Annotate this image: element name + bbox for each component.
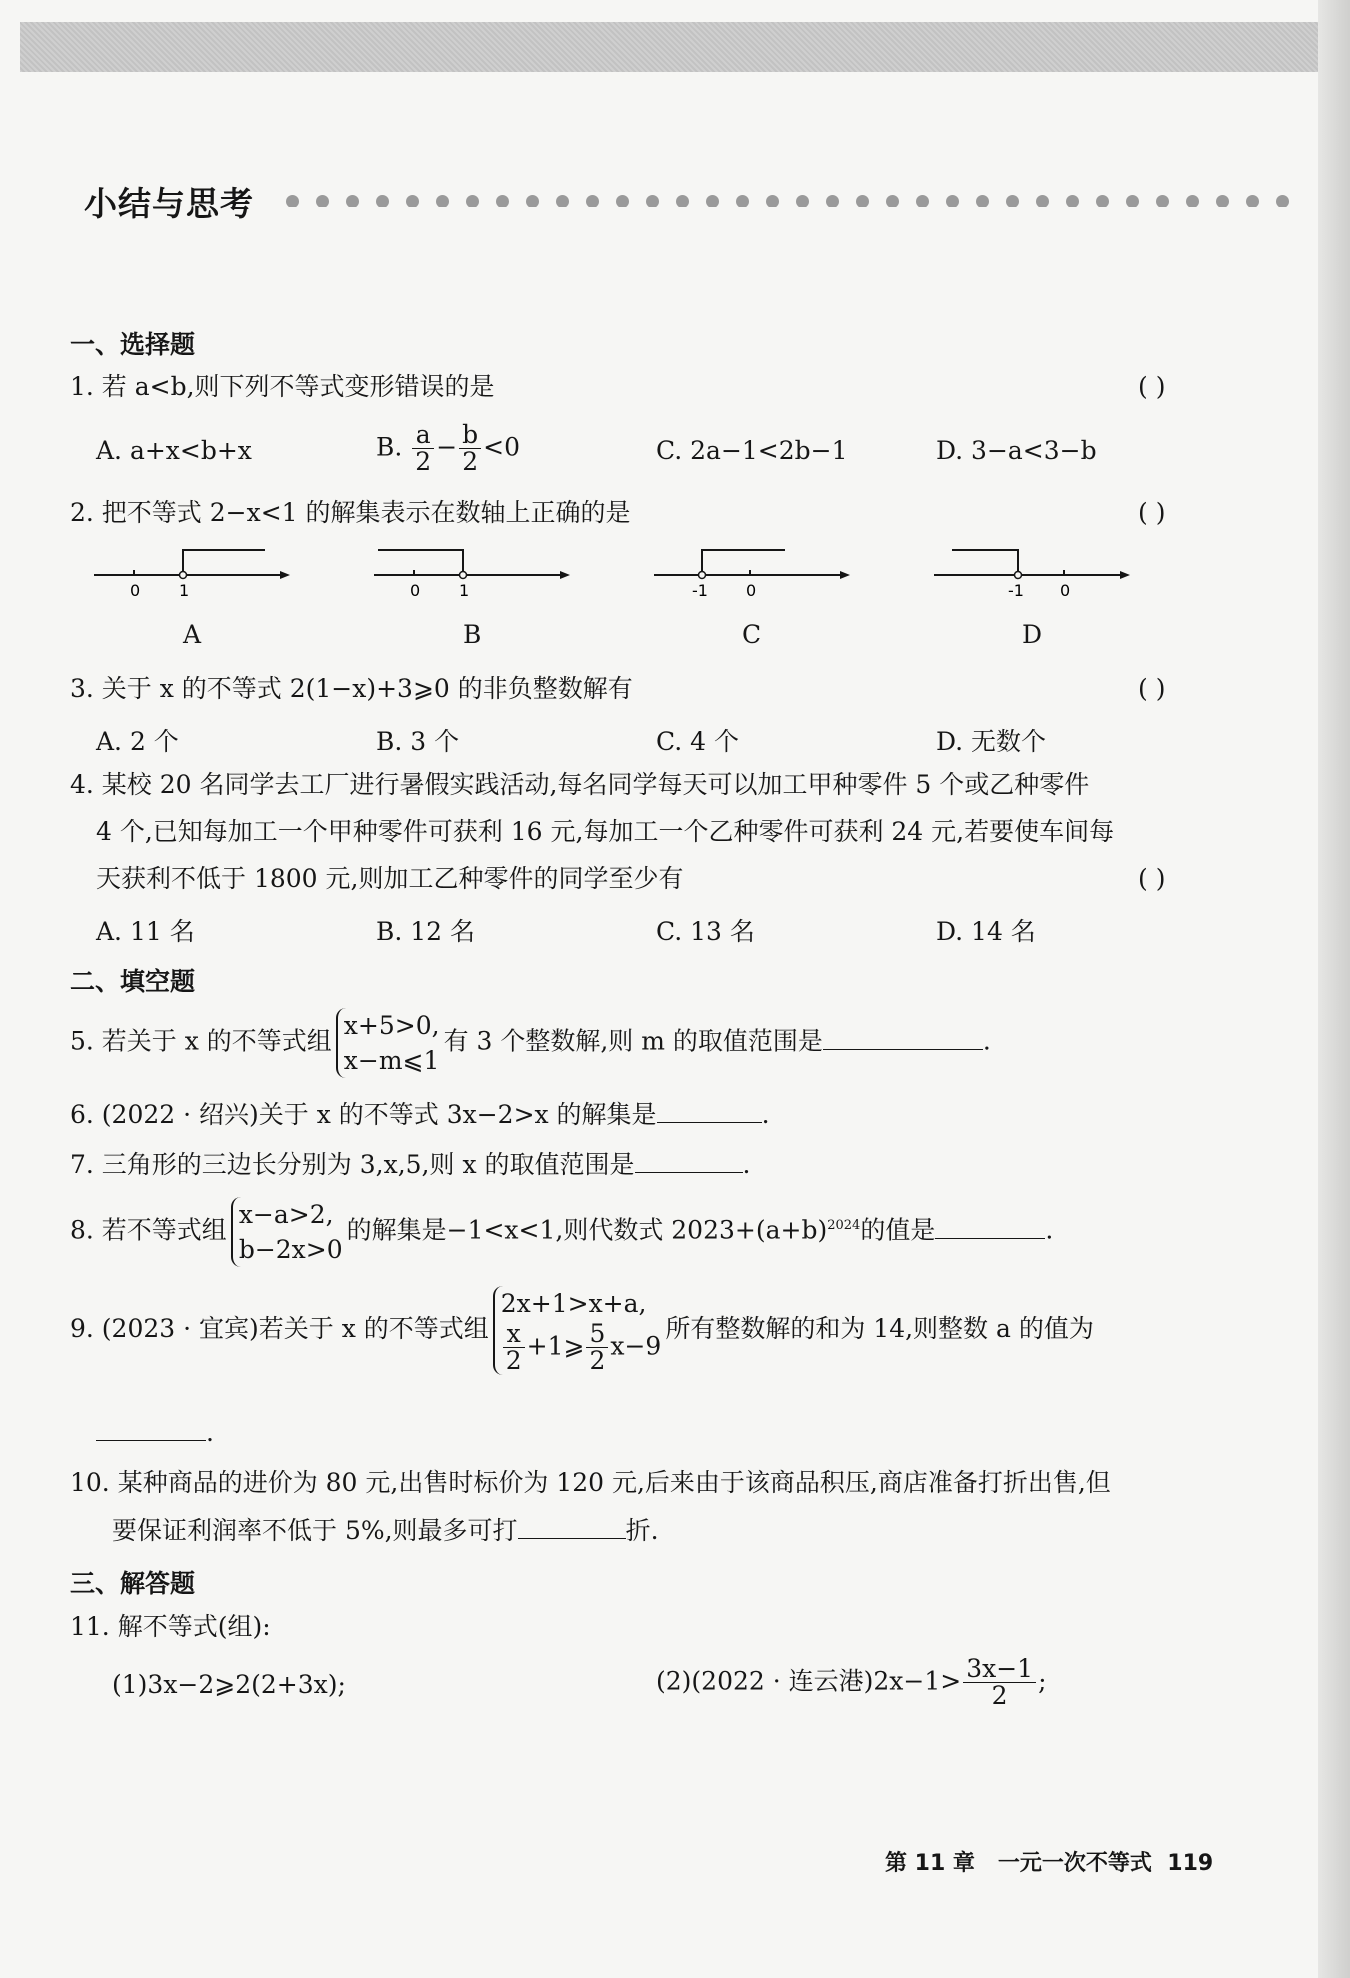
q8-answer-blank [935, 1238, 1045, 1239]
q10-answer-blank [518, 1538, 626, 1539]
number-line-a-tick-0: 0 [130, 581, 141, 600]
number-line-d [930, 540, 1140, 604]
q8: 8. 若不等式组 x−a>2, b−2x>0 的解集是−1<x<1,则代数式 $2023+(a+b)^{2024}$的值是 . [70, 1197, 1053, 1267]
section-title: 小结与思考 [84, 184, 254, 223]
q7-answer-blank [635, 1172, 743, 1173]
q11-sub-1: (1)3x−2⩾2(2+3x); [112, 1670, 346, 1699]
number-line-a-label: A [183, 620, 202, 649]
q9-answer-line: . [96, 1418, 214, 1448]
q9: 9. (2023 · 宜宾)若关于 x 的不等式组 2x+1>x+a, $\frac{x}{2}$ +1⩾ $\frac{5}{2}$ x−9 所有整数解的和为 14,则整数 a 的值为 [70, 1286, 1094, 1375]
q3-stem: 3. 关于 x 的不等式 2(1−x)+3⩾0 的非负整数解有 [70, 674, 633, 703]
number-line-a-tick-1: 1 [179, 581, 190, 600]
q3-answer-paren: ( ) [1138, 674, 1166, 703]
q4-option-c: C. 13 名 [656, 917, 755, 946]
q2-answer-paren: ( ) [1138, 498, 1166, 527]
title-dot-leader [286, 193, 1326, 207]
q4-option-b: B. 12 名 [376, 917, 476, 946]
q4-answer-paren: ( ) [1138, 864, 1166, 893]
number-line-d-label: D [1022, 620, 1043, 649]
q7: 7. 三角形的三边长分别为 3,x,5,则 x 的取值范围是 . [70, 1150, 751, 1179]
page-edge-shadow [1318, 0, 1350, 1978]
q5-answer-blank [823, 1049, 983, 1050]
q6-answer-blank [657, 1122, 762, 1123]
footer-topic: 一元一次不等式 [997, 1851, 1152, 1876]
q11-stem: 11. 解不等式(组): [70, 1612, 271, 1641]
q4-option-d: D. 14 名 [936, 917, 1036, 946]
number-line-c-label: C [742, 620, 762, 649]
number-line-a [90, 540, 300, 604]
number-line-b-tick-1: 1 [459, 581, 470, 600]
q1-stem: 1. 若 a<b,则下列不等式变形错误的是 [70, 372, 495, 401]
q6: 6. (2022 · 绍兴)关于 x 的不等式 3x−2>x 的解集是 . [70, 1100, 770, 1129]
q10-line-2: 要保证利润率不低于 5%,则最多可打 折. [112, 1516, 659, 1545]
q9-answer-blank [96, 1440, 206, 1441]
q3-option-b: B. 3 个 [376, 727, 460, 756]
number-line-d-tick-neg1: -1 [1008, 581, 1024, 600]
q1-option-c: C. 2a−1<2b−1 [656, 436, 848, 465]
part2-heading: 二、填空题 [70, 967, 196, 996]
q1-option-b: B. $\frac{a}{2}$ − $\frac{b}{2}$ <0 [376, 420, 521, 477]
q2-stem: 2. 把不等式 2−x<1 的解集表示在数轴上正确的是 [70, 498, 631, 527]
q10-line-1: 10. 某种商品的进价为 80 元,出售时标价为 120 元,后来由于该商品积压,商店准备打折出售,但 [70, 1468, 1111, 1497]
footer-chapter: 第 11 章 [885, 1851, 975, 1876]
page-footer [885, 1846, 1213, 1877]
number-line-c-tick-0: 0 [746, 581, 757, 600]
q11-sub-2: (2)(2022 · 连云港)2x−1> $\frac{3x-1}{2}$ ; [656, 1654, 1047, 1711]
q5: 5. 若关于 x 的不等式组 x+5>0, x−m⩽1 有 3 个整数解,则 m 的取值范围是 . [70, 1008, 991, 1078]
q3-option-d: D. 无数个 [936, 727, 1047, 756]
part1-heading: 一、选择题 [70, 330, 196, 359]
number-line-c-tick-neg1: -1 [692, 581, 708, 600]
page-number: 119 [1167, 1851, 1214, 1876]
number-line-d-tick-0: 0 [1060, 581, 1071, 600]
q4-line-1: 4. 某校 20 名同学去工厂进行暑假实践活动,每名同学每天可以加工甲种零件 5 个或乙种零件 [70, 770, 1090, 799]
q4-option-a: A. 11 名 [96, 917, 195, 946]
q1-option-d: D. 3−a<3−b [936, 436, 1097, 465]
number-line-c [650, 540, 860, 604]
q3-option-a: A. 2 个 [96, 727, 179, 756]
number-line-b [370, 540, 580, 604]
q1-option-a: A. a+x<b+x [96, 436, 252, 465]
number-line-b-tick-0: 0 [410, 581, 421, 600]
q4-line-3: 天获利不低于 1800 元,则加工乙种零件的同学至少有 [96, 864, 684, 893]
q4-line-2: 4 个,已知每加工一个甲种零件可获利 16 元,每加工一个乙种零件可获利 24 元,若要使车间每 [96, 817, 1115, 846]
q3-option-c: C. 4 个 [656, 727, 739, 756]
number-line-b-label: B [463, 620, 482, 649]
q1-answer-paren: ( ) [1138, 372, 1166, 401]
part3-heading: 三、解答题 [70, 1569, 196, 1598]
top-decor-bar [20, 22, 1318, 72]
